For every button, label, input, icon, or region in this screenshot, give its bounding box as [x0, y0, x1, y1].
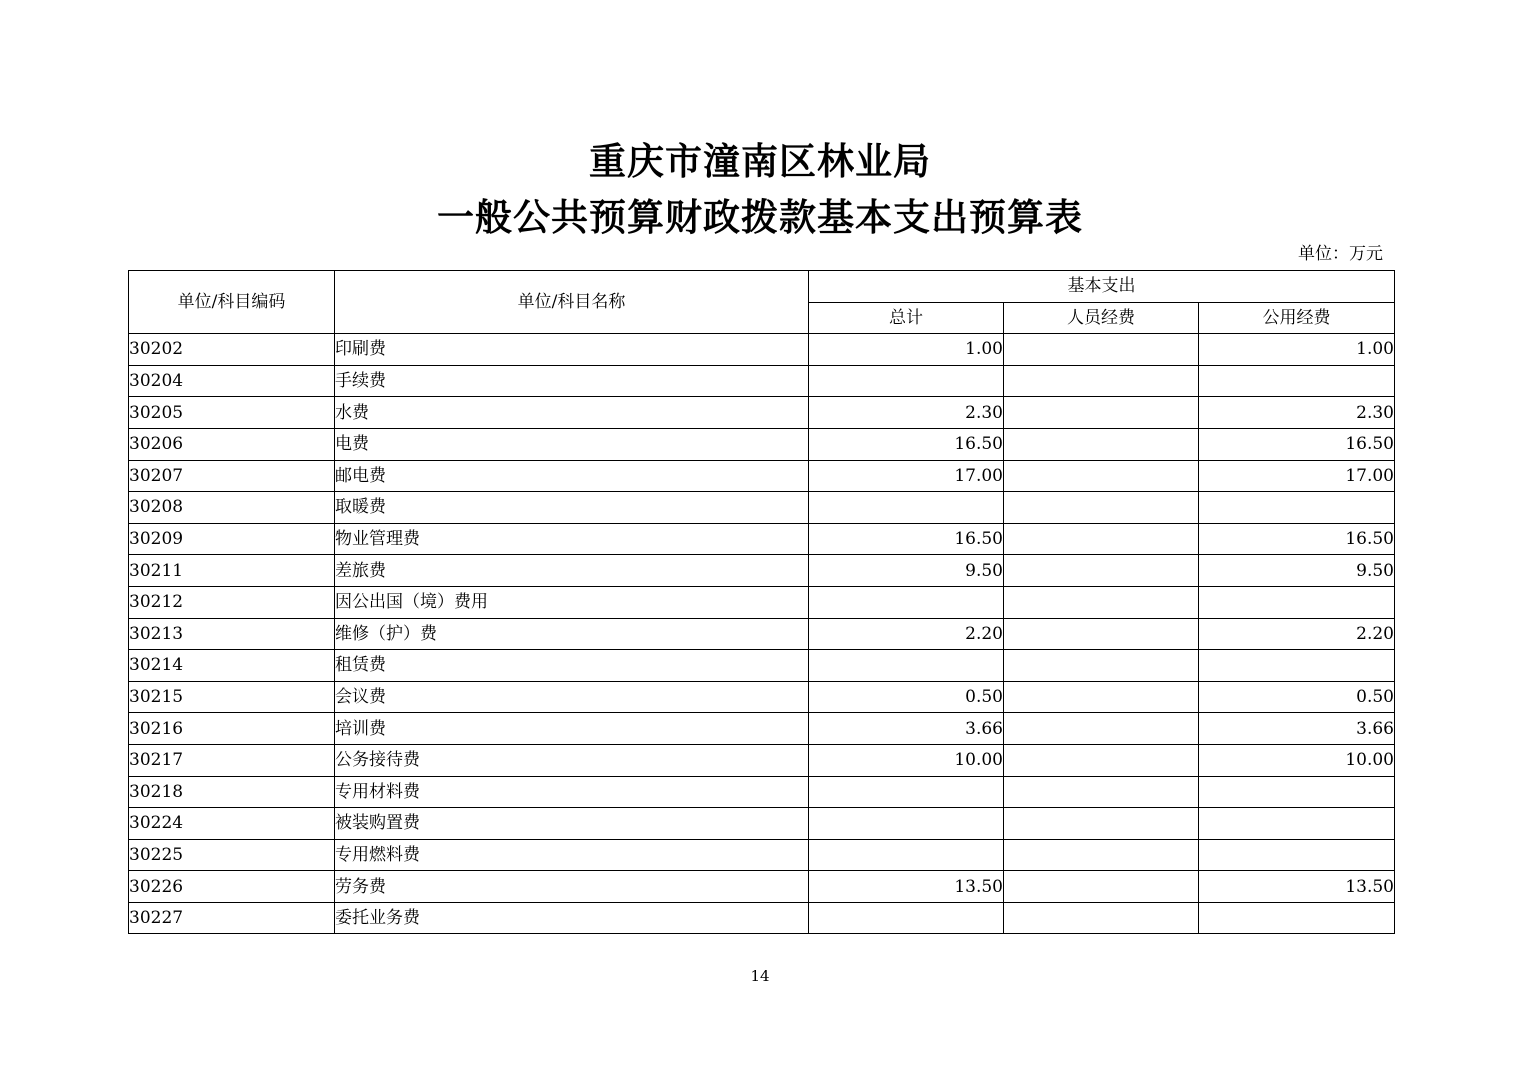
cell-public-expense: 2.30 [1199, 397, 1395, 429]
cell-total: 2.20 [809, 618, 1004, 650]
page-number: 14 [750, 967, 770, 985]
cell-personnel-expense [1004, 397, 1199, 429]
cell-total [809, 776, 1004, 808]
cell-public-expense [1199, 839, 1395, 871]
cell-public-expense: 2.20 [1199, 618, 1395, 650]
cell-total [809, 650, 1004, 682]
cell-total: 16.50 [809, 523, 1004, 555]
header-public-expense: 公用经费 [1199, 302, 1395, 334]
cell-public-expense: 1.00 [1199, 334, 1395, 366]
table-row [129, 776, 1395, 808]
cell-total: 16.50 [809, 428, 1004, 460]
cell-code: 30216 [129, 713, 335, 745]
table-row [129, 334, 1395, 366]
header-personnel-expense: 人员经费 [1004, 302, 1199, 334]
cell-public-expense [1199, 586, 1395, 618]
cell-public-expense [1199, 365, 1395, 397]
cell-total: 17.00 [809, 460, 1004, 492]
table-row [129, 681, 1395, 713]
cell-code: 30211 [129, 555, 335, 587]
table-row [129, 523, 1395, 555]
table-row [129, 618, 1395, 650]
table-row [129, 839, 1395, 871]
cell-code: 30212 [129, 586, 335, 618]
cell-personnel-expense [1004, 650, 1199, 682]
cell-code: 30206 [129, 428, 335, 460]
table-row [129, 713, 1395, 745]
cell-public-expense: 13.50 [1199, 871, 1395, 903]
table-row [129, 586, 1395, 618]
cell-public-expense: 3.66 [1199, 713, 1395, 745]
cell-personnel-expense [1004, 713, 1199, 745]
cell-name: 专用材料费 [335, 776, 809, 808]
cell-name: 取暖费 [335, 492, 809, 524]
cell-code: 30204 [129, 365, 335, 397]
cell-public-expense: 10.00 [1199, 744, 1395, 776]
cell-total: 9.50 [809, 555, 1004, 587]
table-row [129, 460, 1395, 492]
cell-code: 30224 [129, 808, 335, 840]
cell-name: 被装购置费 [335, 808, 809, 840]
budget-table [128, 270, 1395, 934]
cell-personnel-expense [1004, 365, 1199, 397]
cell-personnel-expense [1004, 808, 1199, 840]
cell-name: 因公出国（境）费用 [335, 586, 809, 618]
cell-name: 物业管理费 [335, 523, 809, 555]
cell-code: 30213 [129, 618, 335, 650]
table-row [129, 902, 1395, 934]
cell-total: 2.30 [809, 397, 1004, 429]
cell-name: 差旅费 [335, 555, 809, 587]
table-row [129, 744, 1395, 776]
cell-public-expense [1199, 776, 1395, 808]
cell-name: 邮电费 [335, 460, 809, 492]
cell-personnel-expense [1004, 460, 1199, 492]
cell-public-expense [1199, 650, 1395, 682]
cell-code: 30214 [129, 650, 335, 682]
table-row [129, 871, 1395, 903]
cell-code: 30205 [129, 397, 335, 429]
cell-public-expense: 16.50 [1199, 428, 1395, 460]
cell-personnel-expense [1004, 871, 1199, 903]
cell-total [809, 902, 1004, 934]
cell-code: 30226 [129, 871, 335, 903]
cell-public-expense: 16.50 [1199, 523, 1395, 555]
cell-personnel-expense [1004, 555, 1199, 587]
cell-total: 0.50 [809, 681, 1004, 713]
cell-total: 13.50 [809, 871, 1004, 903]
table-row [129, 492, 1395, 524]
table-row [129, 428, 1395, 460]
header-name: 单位/科目名称 [335, 271, 809, 334]
cell-name: 电费 [335, 428, 809, 460]
cell-personnel-expense [1004, 586, 1199, 618]
cell-code: 30225 [129, 839, 335, 871]
cell-personnel-expense [1004, 492, 1199, 524]
table-header [129, 271, 1395, 334]
cell-name: 专用燃料费 [335, 839, 809, 871]
cell-personnel-expense [1004, 681, 1199, 713]
cell-personnel-expense [1004, 334, 1199, 366]
cell-code: 30217 [129, 744, 335, 776]
cell-name: 劳务费 [335, 871, 809, 903]
cell-personnel-expense [1004, 618, 1199, 650]
table-row [129, 650, 1395, 682]
cell-name: 公务接待费 [335, 744, 809, 776]
cell-total [809, 492, 1004, 524]
cell-personnel-expense [1004, 839, 1199, 871]
header-total: 总计 [809, 302, 1004, 334]
cell-name: 水费 [335, 397, 809, 429]
cell-name: 会议费 [335, 681, 809, 713]
cell-code: 30227 [129, 902, 335, 934]
table-row [129, 808, 1395, 840]
cell-code: 30207 [129, 460, 335, 492]
cell-code: 30209 [129, 523, 335, 555]
cell-name: 培训费 [335, 713, 809, 745]
cell-name: 维修（护）费 [335, 618, 809, 650]
cell-name: 租赁费 [335, 650, 809, 682]
cell-name: 手续费 [335, 365, 809, 397]
cell-code: 30218 [129, 776, 335, 808]
cell-total [809, 839, 1004, 871]
unit-label: 单位：万元 [1298, 244, 1383, 264]
cell-public-expense: 9.50 [1199, 555, 1395, 587]
cell-code: 30215 [129, 681, 335, 713]
document-title-line1: 重庆市潼南区林业局 [589, 139, 931, 183]
cell-code: 30202 [129, 334, 335, 366]
cell-public-expense: 17.00 [1199, 460, 1395, 492]
cell-personnel-expense [1004, 523, 1199, 555]
cell-public-expense [1199, 492, 1395, 524]
cell-personnel-expense [1004, 744, 1199, 776]
cell-public-expense: 0.50 [1199, 681, 1395, 713]
cell-code: 30208 [129, 492, 335, 524]
cell-total [809, 365, 1004, 397]
header-basic-expenditure: 基本支出 [809, 271, 1395, 303]
cell-public-expense [1199, 902, 1395, 934]
cell-public-expense [1199, 808, 1395, 840]
cell-personnel-expense [1004, 902, 1199, 934]
cell-total [809, 808, 1004, 840]
header-code: 单位/科目编码 [129, 271, 335, 334]
cell-personnel-expense [1004, 428, 1199, 460]
cell-personnel-expense [1004, 776, 1199, 808]
table-row [129, 555, 1395, 587]
cell-total: 1.00 [809, 334, 1004, 366]
cell-total: 3.66 [809, 713, 1004, 745]
document-title-line2: 一般公共预算财政拨款基本支出预算表 [437, 195, 1083, 239]
cell-total [809, 586, 1004, 618]
table-body [129, 334, 1395, 934]
table-row [129, 397, 1395, 429]
table-row [129, 365, 1395, 397]
cell-name: 印刷费 [335, 334, 809, 366]
cell-name: 委托业务费 [335, 902, 809, 934]
cell-total: 10.00 [809, 744, 1004, 776]
